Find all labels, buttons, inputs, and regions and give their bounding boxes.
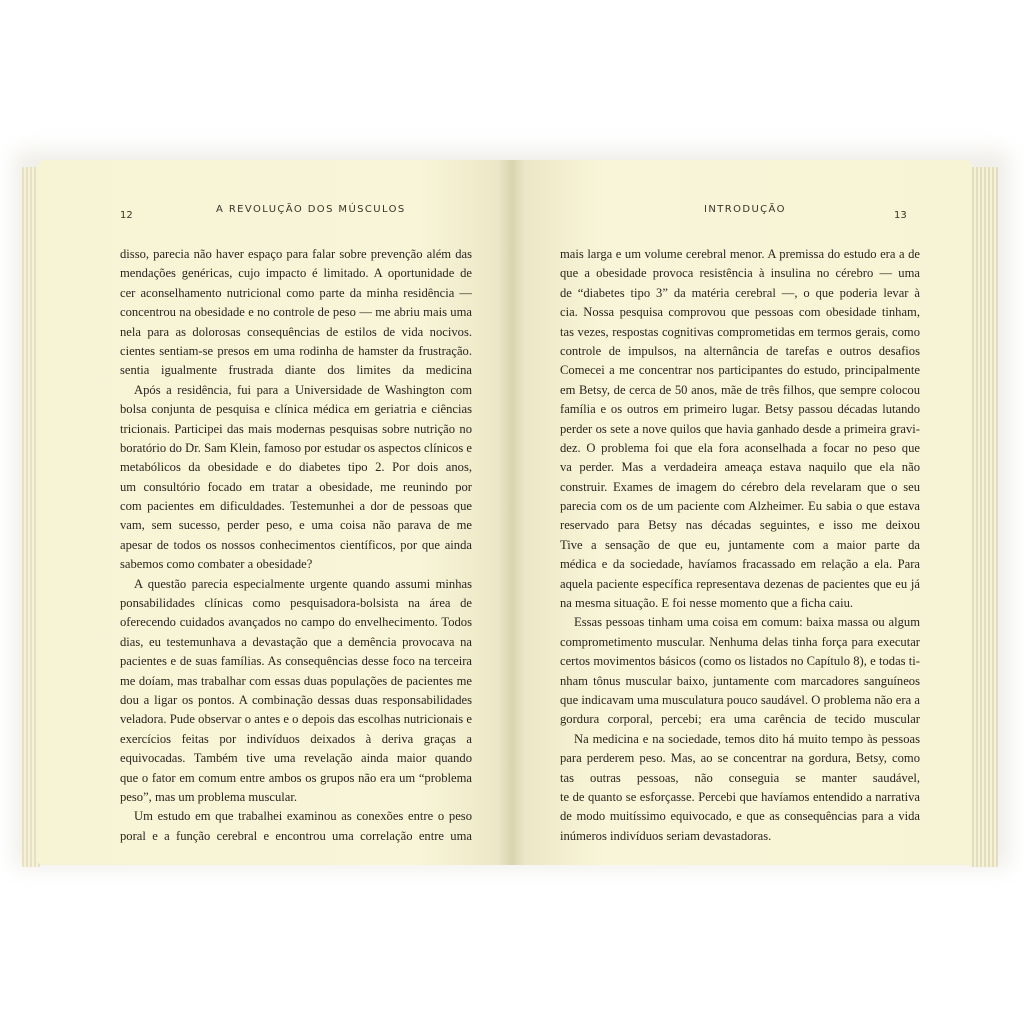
text-line: va perder. Mas a verdadeira ameaça estava naquilo que ela não bbox=[560, 460, 920, 475]
text-line: mais larga e um volume cerebral menor. A premissa do estudo era a de bbox=[560, 247, 920, 261]
text-line: nham tônus muscular baixo, juntamente com marcadores sanguíneos bbox=[560, 673, 920, 688]
text-line: dou a ligar os pontos. A combinação dessas duas responsabilidades bbox=[120, 692, 472, 707]
text-line: peso”, mas um problema muscular. bbox=[120, 789, 297, 804]
text-line: na mesma situação. E foi nesse momento que a ficha caiu. bbox=[560, 596, 854, 611]
text-line: para perderem peso. Mas, ao se concentrar na gordura, Betsy, como bbox=[560, 751, 920, 766]
text-line: A questão parecia especialmente urgente quando assumi minhas bbox=[134, 576, 472, 591]
text-line: dias, eu testemunhava a devastação que a demência provocava na bbox=[120, 634, 472, 649]
text-line: reservado para Betsy nas décadas seguintes, e isso me deixou bbox=[560, 518, 920, 533]
text-line: disso, parecia não haver espaço para falar sobre prevenção além das bbox=[120, 247, 472, 261]
text-line: que a obesidade provoca resistência à insulina no cérebro — uma bbox=[560, 266, 920, 281]
text-line: cientes sentiam-se presos em uma rodinha de hamster da frustração. bbox=[120, 343, 472, 358]
text-line: te de quanto se esforçasse. Percebi que havíamos entendido a narrativa bbox=[560, 789, 920, 804]
text-line: tas vezes, respostas cognitivas comprometidas em termos gerais, como bbox=[560, 324, 920, 339]
left-page bbox=[38, 160, 512, 865]
text-line: Um estudo em que trabalhei examinou as conexões entre o peso bbox=[134, 809, 472, 824]
text-line: cia. Nossa pesquisa comprovou que pessoas com obesidade tinham, bbox=[560, 305, 920, 320]
text-line: em Betsy, de cerca de 50 anos, mãe de três filhos, que sempre colocou bbox=[560, 382, 920, 397]
body-text bbox=[120, 245, 472, 846]
text-line: metabólicos da obesidade e do diabetes tipo 2. Por dois anos, bbox=[120, 460, 472, 475]
text-line: Na medicina e na sociedade, temos dito há muito tempo às pessoas bbox=[574, 731, 920, 746]
text-line: gordura corporal, percebi; era uma carência de tecido muscular bbox=[560, 712, 920, 727]
text-line: construir. Exames de imagem do cérebro dela revelaram que o seu bbox=[560, 479, 920, 494]
text-line: um consultório focado em tratar a obesidade, me reunindo por bbox=[120, 479, 472, 494]
text-line: que o fator em comum entre ambos os grupos não era um “problema bbox=[120, 770, 472, 785]
text-line: médica e da sociedade, havíamos fracassado em relação a ela. Para bbox=[560, 557, 920, 572]
running-head: A REVOLUÇÃO DOS MÚSCULOS bbox=[216, 204, 406, 215]
text-line: exercícios feitas por indivíduos deixados à deriva graças a bbox=[120, 731, 472, 746]
text-line: concentrou na obesidade e no controle de peso — me abriu mais uma bbox=[120, 305, 472, 320]
text-line: Comecei a me concentrar nos participantes do estudo, principalmente bbox=[560, 363, 920, 378]
text-line: oferecendo cuidados avançados no campo do envelhecimento. Todos bbox=[120, 615, 472, 630]
text-line: com pacientes em dificuldades. Testemunhei a dor de pessoas que bbox=[120, 499, 472, 514]
text-line: dez. O problema foi que ela fora aconselhada a focar no peso que bbox=[560, 440, 920, 455]
text-line: sentia igualmente frustrada diante dos limites da medicina bbox=[120, 363, 472, 378]
text-line: de “diabetes tipo 3” da matéria cerebral —, o que poderia levar à bbox=[560, 285, 920, 300]
text-line: equivocadas. Também tive uma revelação ainda maior quando bbox=[120, 751, 472, 766]
text-line: nela para as dolorosas consequências de estilos de vida nocivos. bbox=[120, 324, 472, 339]
right-page bbox=[512, 160, 972, 865]
text-line: mendações genéricas, cujo impacto é limitado. A oportunidade de bbox=[120, 266, 472, 281]
text-line: sabemos como combater a obesidade? bbox=[120, 557, 313, 572]
running-head: INTRODUÇÃO bbox=[704, 204, 786, 215]
text-line: tricionais. Participei das mais modernas pesquisas sobre nutrição no bbox=[120, 421, 472, 436]
page-number: 13 bbox=[894, 210, 907, 221]
text-line: apesar de todos os nossos conhecimentos científicos, por que ainda bbox=[120, 537, 472, 552]
text-line: de modo muitíssimo equivocado, e que as consequências para a vida bbox=[560, 809, 920, 824]
text-line: bolsa conjunta de pesquisa e clínica médica em geriatria e ciências bbox=[120, 402, 472, 417]
text-line: controle de impulsos, na alternância de tarefas e outros desafios bbox=[560, 343, 920, 358]
text-line: me doíam, mas trabalhar com essas duas populações de pacientes me bbox=[120, 673, 472, 688]
text-line: boratório do Dr. Sam Klein, famoso por estudar os aspectos clínicos e bbox=[120, 440, 472, 455]
right-page-edges bbox=[970, 167, 998, 867]
text-line: poral e a função cerebral e encontrou uma correlação entre uma bbox=[120, 828, 472, 843]
text-line: comprometimento muscular. Nenhuma delas tinha força para executar bbox=[560, 634, 920, 649]
text-line: aquela paciente específica representava dezenas de pacientes que eu já bbox=[560, 576, 920, 591]
text-line: perder os sete a nove quilos que havia ganhado desde a primeira gravi- bbox=[560, 421, 920, 436]
text-line: Essas pessoas tinham uma coisa em comum: baixa massa ou algum bbox=[574, 615, 920, 630]
text-line: certos movimentos básicos (como os listados no Capítulo 8), e todas ti- bbox=[560, 654, 920, 669]
text-line: vam, sem sucesso, perder peso, e uma coisa não parava de me bbox=[120, 518, 472, 533]
text-line: ponsabilidades clínicas como pesquisadora-bolsista na área de bbox=[120, 596, 472, 611]
text-line: família e os outros em primeiro lugar. Betsy passou décadas lutando bbox=[560, 402, 920, 417]
text-line: pacientes e de suas famílias. As consequências desse foco na terceira bbox=[120, 654, 472, 669]
text-line: que indicavam uma musculatura pouco saudável. O problema não era a bbox=[560, 692, 920, 707]
text-line: cer aconselhamento nutricional como parte da minha residência — bbox=[120, 285, 472, 300]
text-line: inúmeros indivíduos seriam devastadoras. bbox=[560, 828, 772, 843]
text-line: parecia com os de um paciente com Alzheimer. Eu sabia o que estava bbox=[560, 499, 920, 514]
body-text bbox=[560, 245, 920, 846]
page-number: 12 bbox=[120, 210, 133, 221]
text-line: tas outras pessoas, não conseguia se manter saudável, bbox=[560, 770, 920, 785]
text-line: Tive a sensação de que eu, juntamente com a maior parte da bbox=[560, 537, 920, 552]
text-line: Após a residência, fui para a Universidade de Washington com bbox=[134, 382, 472, 397]
text-line: veladora. Pude observar o antes e o depois das escolhas nutricionais e bbox=[120, 712, 472, 727]
